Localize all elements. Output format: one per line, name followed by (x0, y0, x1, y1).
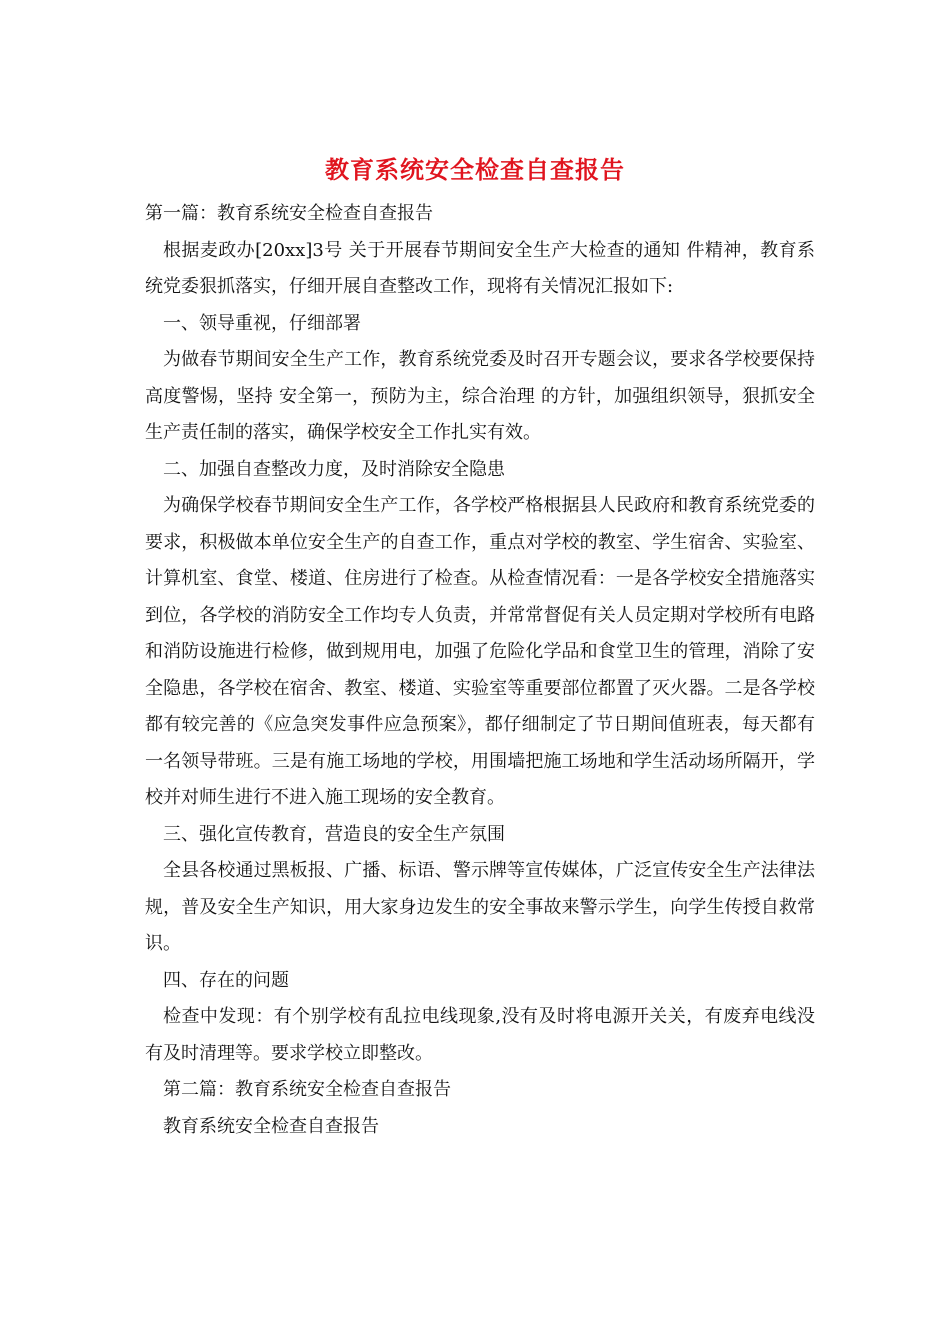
document-title: 教育系统安全检查自查报告 (325, 155, 625, 184)
paragraph: 全县各校通过黑板报、广播、标语、警示牌等宣传媒体，广泛宣传安全生产法律法规，普及安全生产知识，用大家身边发生的安全事故来警示学生，向学生传授自救常识。 (145, 860, 815, 954)
section-heading: 一、领导重视，仔细部署 (163, 312, 361, 334)
paragraph: 为确保学校春节期间安全生产工作，各学校严格根据县人民政府和教育系统党委的要求，积极做本单位安全生产的自查工作，重点对学校的教室、学生宿舍、实验室、计算机室、食堂、楼道、住房进行了检查。从检查情况看：一是各学校安全措施落实到位，各学校的消防安全工作均专人负责，并常常督促有关人员定期对学校所有电路和消防设施进行检修，做到规用电，加强了危险化学品和食堂卫生的管理，消除了安全隐患，各学校在宿舍、教室、楼道、实验室等重要部位都置了灭火器。二是各学校都有较完善的《应急突发事件应急预案》，都仔细制定了节日期间值班表，每天都有一名领导带班。三是有施工场地的学校，用围墙把施工场地和学生活动场所隔开，学校并对师生进行不进入施工现场的安全教育。 (145, 495, 815, 808)
paragraph: 为做春节期间安全生产工作，教育系统党委及时召开专题会议，要求各学校要保持高度警惕，坚持 安全第一，预防为主，综合治理 的方针，加强组织领导，狠抓安全生产责任制的落实，确保学校安全工作扎实有效。 (145, 349, 815, 443)
paragraph: 第二篇：教育系统安全检查自查报告 (163, 1079, 451, 1100)
section-heading: 二、加强自查整改力度，及时消除安全隐患 (163, 458, 505, 480)
section-heading: 三、强化宣传教育，营造良的安全生产氛围 (163, 823, 505, 845)
document-body (145, 196, 815, 1145)
section-heading: 四、存在的问题 (163, 969, 289, 991)
paragraph: 第一篇：教育系统安全检查自查报告 (145, 203, 433, 224)
paragraph: 检查中发现：有个别学校有乱拉电线现象,没有及时将电源开关关，有废弃电线没有及时清理等。要求学校立即整改。 (145, 1006, 815, 1064)
paragraph: 教育系统安全检查自查报告 (163, 1115, 379, 1137)
paragraph: 根据麦政办[20xx]3号 关于开展春节期间安全生产大检查的通知 件精神，教育系统党委狠抓落实，仔细开展自查整改工作，现将有关情况汇报如下: (145, 239, 815, 297)
